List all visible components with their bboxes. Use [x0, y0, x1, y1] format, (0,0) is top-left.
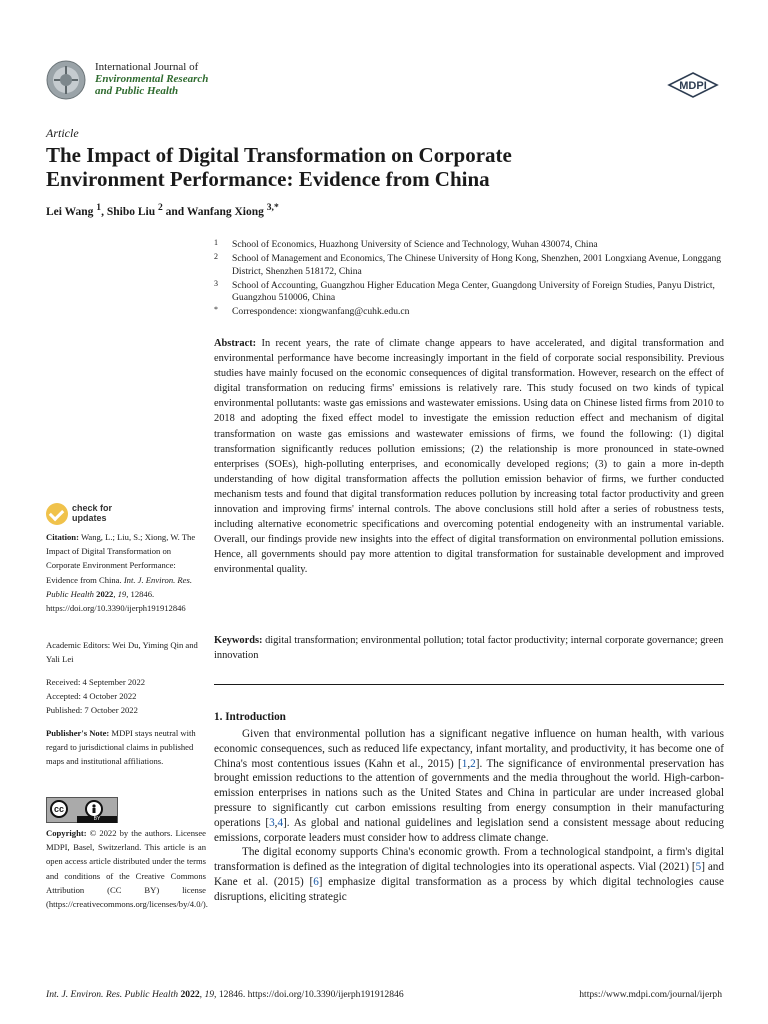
affiliations: [214, 239, 724, 321]
check-line2: updates: [72, 513, 107, 523]
affiliation-text: School of Economics, Huazhong University of Science and Technology, Wuhan 430074, China: [232, 239, 598, 250]
citation-volume: 19: [117, 588, 127, 599]
affiliation-item: [214, 306, 724, 318]
keywords-text: digital transformation; environmental pollution; total factor productivity; internal corporate governance; green innovation: [214, 635, 724, 662]
citation-link[interactable]: 2: [470, 757, 476, 770]
copyright-text: © 2022 by the authors. Licensee MDPI, Basel, Switzerland. This article is an open access article distributed under the terms and conditions of the Creative Commons Attribution (CC BY) license (https://creativecommons.org/licenses/by/4.0/).: [46, 828, 208, 910]
keywords-label: Keywords:: [214, 635, 263, 646]
body-text: [214, 727, 724, 905]
section-title: 1. Introduction: [214, 711, 286, 723]
title-line-1: The Impact of Digital Transformation on Corporate: [46, 143, 512, 167]
paragraph: The digital economy supports China's economic growth. From a technological standpoint, a firm's digital transformation is defined as the integration of digital technologies into its operational aspects. Vial (2021) [5] and Kane et al. (2015) [6] emphasize digital transformation as a process by which digital technologies cause disruptions, eliciting strategic: [214, 846, 724, 903]
by-label: BY: [77, 816, 117, 823]
paragraph: Given that environmental pollution has a significant negative influence on human health, with various economic consequences, such as reduced life expectancy, infant mortality, and productivity, it has become one of China's most contentious issues (Kahn et al., 2015) [1,2]. The significance of environmental preservation has brought emission reductions to the attention of governments and the media throughout the world. High-carbon-emission enterprises in nations such as the United States and China in particular are under increased global pressure to significantly cut carbon emissions resulting from energy consumption in their manufacturing operations [3,4]. As global and national guidelines and legislation send a consistent message about reducing emissions, corporate leaders must consider how to address climate change.: [214, 728, 725, 844]
journal-logo: [46, 60, 86, 100]
author-affiliation-mark: 3,*: [266, 202, 279, 213]
author-list: Lei Wang $^1$, Shibo Liu $^2$ and Wanfang Xiong $^{3,*}$: [46, 202, 279, 218]
publisher-note-label: Publisher's Note:: [46, 728, 110, 738]
keywords: [214, 633, 724, 663]
abstract-label: Abstract:: [214, 338, 257, 349]
cc-icon: cc: [50, 800, 68, 818]
article-title: [46, 143, 726, 191]
affiliation-number: 3: [214, 278, 218, 288]
publisher-note-text: MDPI stays neutral with regard to jurisdictional claims in published maps and institutional affiliations.: [46, 728, 196, 767]
affiliation-number: 2: [214, 252, 218, 262]
check-icon: [46, 503, 68, 525]
footer-doi: , 12846. https://doi.org/10.3390/ijerph191912846: [214, 989, 404, 1000]
affiliation-text: School of Management and Economics, The Chinese University of Hong Kong, Shenzhen, 2001 Longxiang Avenue, Longgang District, Shenzhen 518172, China: [232, 253, 722, 277]
affiliation-number: 1: [214, 238, 218, 247]
citation-journal: Int. J. Environ. Res. Public Health: [46, 574, 192, 599]
mdpi-logo-text: MDPI: [679, 80, 707, 92]
citation-link[interactable]: 4: [277, 816, 284, 829]
title-line-2: Environment Performance: Evidence from China: [46, 167, 490, 191]
academic-editors: Academic Editors: Wei Du, Yiming Qin and Yali Lei: [46, 640, 198, 665]
affiliation-text: Correspondence: xiongwanfang@cuhk.edu.cn: [232, 306, 410, 318]
dates: [46, 675, 206, 718]
citation-label: Citation:: [46, 532, 79, 542]
mdpi-logo: [667, 72, 719, 98]
publisher-note: [46, 726, 206, 769]
journal-prefix: International Journal of: [95, 61, 199, 73]
accepted-date: Accepted: 4 October 2022: [46, 691, 137, 702]
citation-year: 2022: [96, 588, 114, 599]
citation-link[interactable]: 6: [313, 875, 319, 888]
article-type: Article: [46, 126, 79, 140]
section-divider: [214, 684, 724, 685]
footer-citation: Int. J. Environ. Res. Public Health 2022, 19, 12846. https://doi.org/10.3390/ijerph191912846: [46, 989, 404, 1000]
citation-doi[interactable]: , 12846. https://doi.org/10.3390/ijerph191912846: [46, 588, 186, 614]
footer-year: 2022: [180, 989, 200, 1000]
abstract-text: In recent years, the rate of climate change appears to have accelerated, and digital transformation and environmental performance have become increasingly important in the field of corporate social responsibility. Previous studies have mainly focused on the economic consequences of digital transformation. However, research on the effect of digital transformation on reducing firms' emissions is relatively rare. This study focused on two kinds of typical environmental pollutants: waste gas emissions and wastewater emissions. Using data on Chinese listed firms from 2010 to 2018 and adopting the fixed effect model to investigate the emission reduction effect and mechanism of digital transformation on waste gas emissions and wastewater emissions of firms, we found the following: (1) digital transformation significantly reduces pollution emissions; (2) the relationship is more pronounced in state-owned enterprises (SOEs), high-polluting enterprises, and economically developed regions; (3) to gain a more in-depth understanding of how digital transformation affects the pollution emission behavior of firms, we further conducted mechanism tests and found that digital transformation reduces pollution by increasing total factor productivity and green innovation and improving firms' internal controls. The above conclusions still hold after a series of robustness tests, including alternative econometric specifications and overcoming potential endogeneity with an instrumental variable. Overall, our findings provide new insights into the effect of digital transformation on environmental pollution emissions. Hence, all governments should pay more attention to digital transformation for sustainable development and improved environmental quality.: [214, 338, 724, 576]
published-date: Published: 7 October 2022: [46, 705, 138, 716]
citation-link[interactable]: 1: [461, 757, 468, 770]
citation-text: Wang, L.; Liu, S.; Xiong, W. The Impact of Digital Transformation on Corporate Environment Performance: Evidence from China.: [46, 532, 196, 585]
citation-link[interactable]: 5: [695, 861, 702, 874]
cc-by-license-icon[interactable]: [46, 797, 118, 823]
author-name: Shibo Liu: [106, 205, 158, 218]
received-date: Received: 4 September 2022: [46, 677, 146, 687]
affiliation-item: [214, 280, 724, 305]
affiliation-number: *: [214, 305, 218, 315]
copyright: [46, 826, 206, 911]
citation-block: Citation: Wang, L.; Liu, S.; Xiong, W. The Impact of Digital Transformation on Corporate Environment Performance: Evidence from China. Int. J. Environ. Res. Public Health 2022, 19, 12846. https://doi.org/10.3390/ijerph191912846: [46, 532, 196, 614]
abstract: [214, 336, 724, 578]
author-affiliation-mark: 1: [96, 202, 102, 213]
affiliation-item: [214, 239, 724, 251]
check-for-updates-badge[interactable]: [46, 503, 166, 527]
affiliation-item: [214, 253, 724, 278]
copyright-label: Copyright:: [46, 828, 87, 838]
footer-url[interactable]: https://www.mdpi.com/journal/ijerph: [579, 989, 722, 1000]
journal-name-line2: and Public Health: [95, 85, 179, 97]
citation-link[interactable]: 3: [269, 816, 275, 829]
journal-title: [95, 61, 208, 97]
footer-volume: 19: [204, 989, 215, 1000]
author-name: Lei Wang: [46, 205, 97, 218]
check-line1: check for: [72, 503, 113, 513]
journal-name-line1: Environmental Research: [95, 73, 209, 85]
author-name: Wanfang Xiong: [186, 205, 267, 218]
author-affiliation-mark: 2: [157, 202, 163, 213]
affiliation-text: School of Accounting, Guangzhou Higher Education Mega Center, Guangdong University of Foreign Studies, Panyu District, Guangzhou 510006, China: [232, 279, 715, 304]
footer-journal: Int. J. Environ. Res. Public Health: [46, 989, 179, 1000]
